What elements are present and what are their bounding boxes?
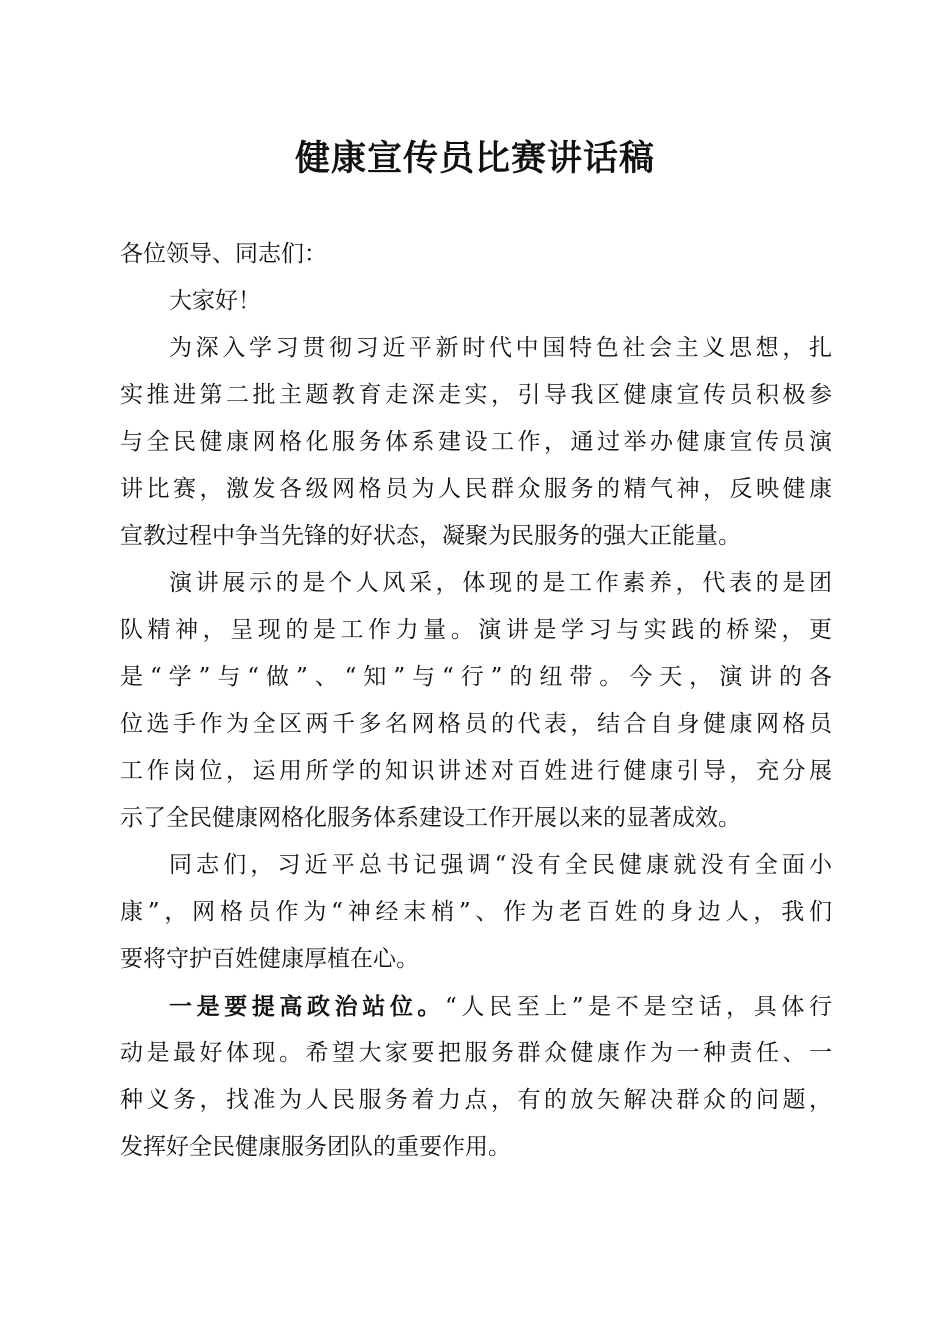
paragraph-line: 动是最好体现。希望大家要把服务群众健康作为一种责任、一 xyxy=(120,1040,832,1066)
paragraph-line: 种义务，找准为人民服务着力点，有的放矢解决群众的问题， xyxy=(120,1087,832,1113)
paragraph-line: 为深入学习贯彻习近平新时代中国特色社会主义思想，扎 xyxy=(169,335,832,361)
paragraph-line-rest: “人民至上”是不是空话，具体行 xyxy=(445,994,832,1020)
paragraph-line: 队精神，呈现的是工作力量。演讲是学习与实践的桥梁，更 xyxy=(120,617,832,643)
paragraph-line: 同志们，习近平总书记强调“没有全民健康就没有全面小 xyxy=(169,852,832,878)
paragraph-line: 康”，网格员作为“神经末梢”、作为老百姓的身边人，我们 xyxy=(120,899,832,925)
paragraph-line: 实推进第二批主题教育走深走实，引导我区健康宣传员积极参 xyxy=(120,382,832,408)
document-title: 健康宣传员比赛讲话稿 xyxy=(294,138,655,179)
paragraph-line: 演讲展示的是个人风采，体现的是工作素养，代表的是团 xyxy=(169,570,832,596)
paragraph-lead: 一是要提高政治站位。 xyxy=(169,993,446,1020)
paragraph-line: 位选手作为全区两千多名网格员的代表，结合自身健康网格员 xyxy=(120,711,832,737)
paragraph-line: 宣教过程中争当先锋的好状态，凝聚为民服务的强大正能量。 xyxy=(120,523,741,549)
paragraph-line: 与全民健康网格化服务体系建设工作，通过举办健康宣传员演 xyxy=(120,429,832,455)
paragraph-line: 示了全民健康网格化服务体系建设工作开展以来的显著成效。 xyxy=(120,805,741,831)
paragraph-line: 要将守护百姓健康厚植在心。 xyxy=(120,946,419,972)
paragraph-line xyxy=(120,983,832,1030)
salutation: 各位领导、同志们： xyxy=(120,241,327,267)
paragraph-line: 工作岗位，运用所学的知识讲述对百姓进行健康引导，充分展 xyxy=(120,758,832,784)
paragraph-line: 发挥好全民健康服务团队的重要作用。 xyxy=(120,1134,511,1160)
greeting: 大家好！ xyxy=(169,288,261,314)
document-body xyxy=(120,231,832,1171)
paragraph-line: 讲比赛，激发各级网格员为人民群众服务的精气神，反映健康 xyxy=(120,476,832,502)
paragraph-line: 是“学”与“做”、“知”与“行”的纽带。今天，演讲的各 xyxy=(120,664,832,690)
